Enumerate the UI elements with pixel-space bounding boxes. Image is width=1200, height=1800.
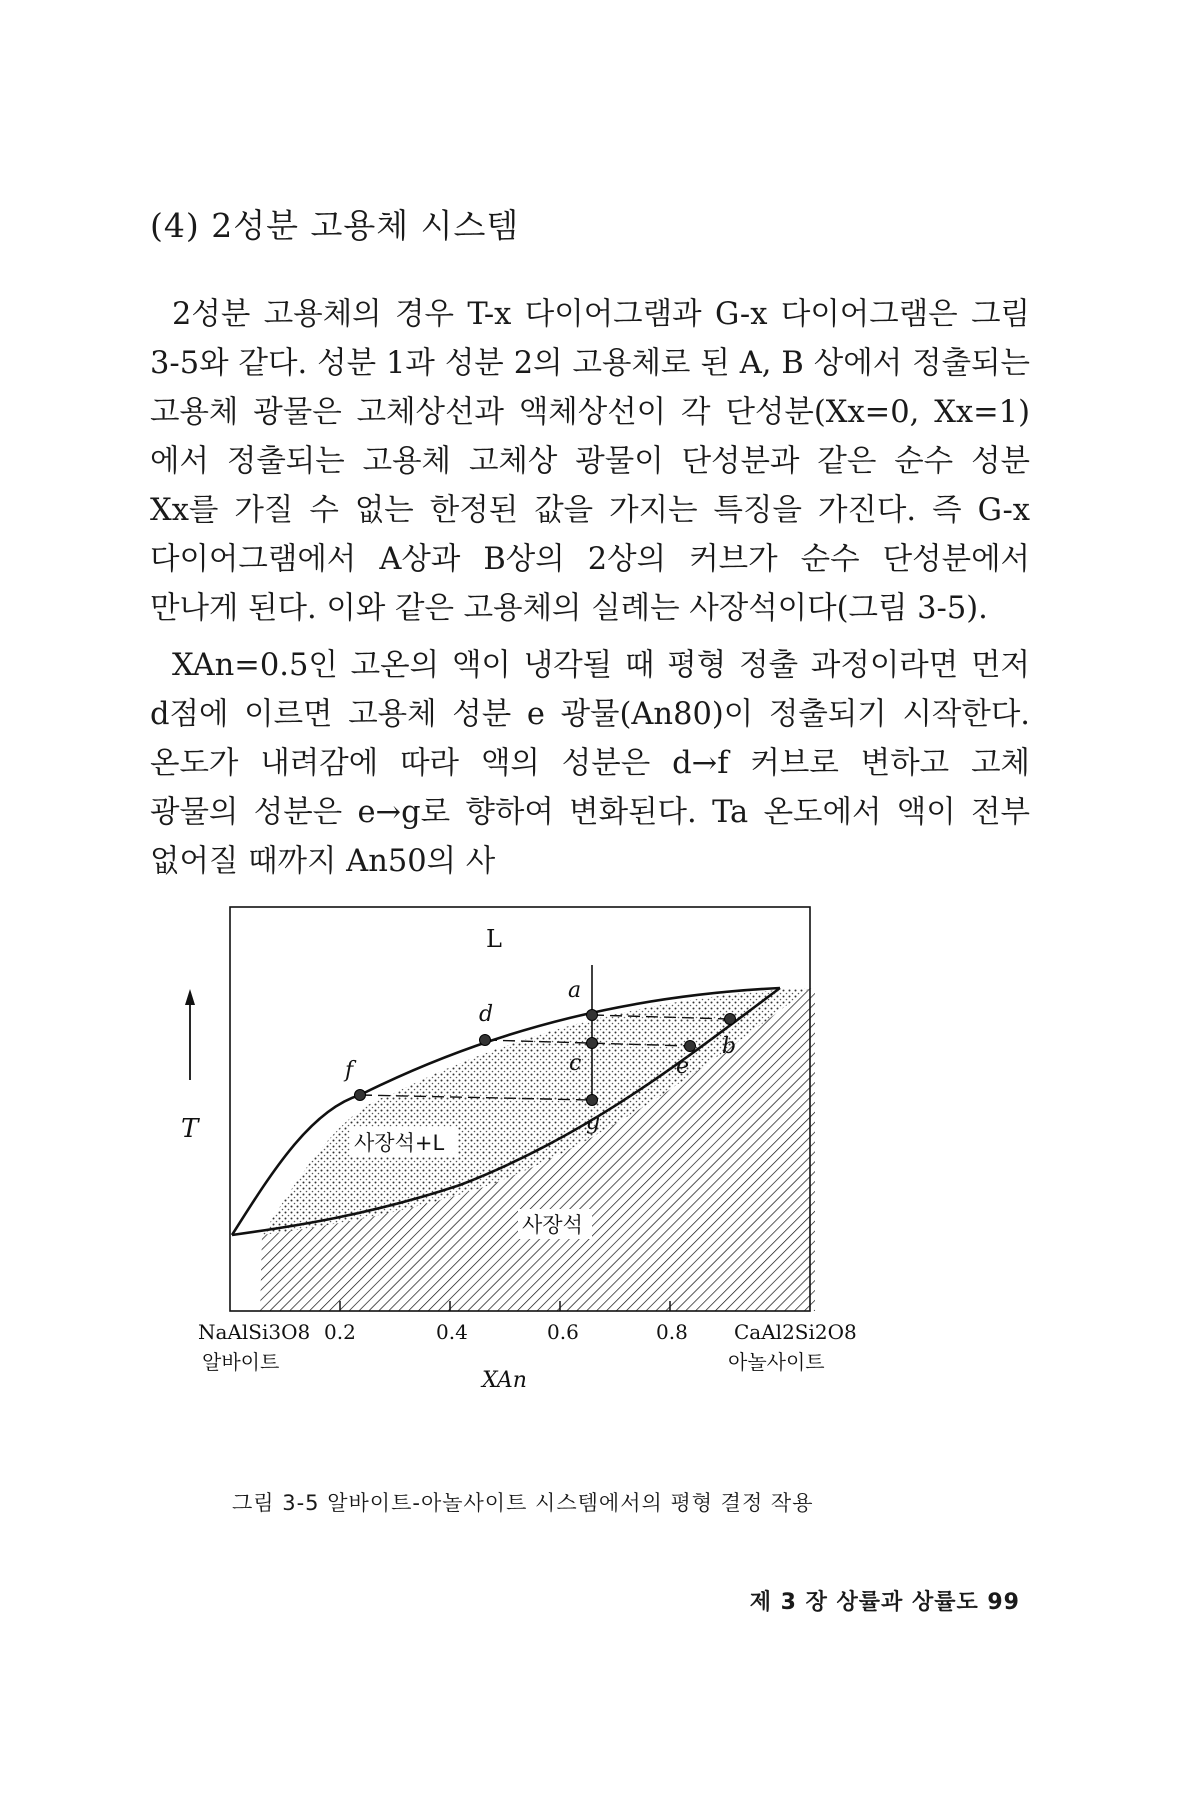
point-label-d: d: [479, 1002, 494, 1027]
point-a: [587, 1010, 598, 1021]
temperature-arrow-head-icon: [185, 989, 195, 1005]
left-endmember-name: 알바이트: [202, 1350, 280, 1374]
region-label-two-phase: 사장석+L: [354, 1131, 445, 1155]
x-tick-0-2: 0.2: [324, 1320, 356, 1344]
left-endmember-formula: NaAlSi3O8: [198, 1320, 311, 1344]
point-d: [480, 1035, 491, 1046]
paragraph-1: 2성분 고용체의 경우 T-x 다이어그램과 G-x 다이어그램은 그림 3-5와 같다. 성분 1과 성분 2의 고용체로 된 A, B 상에서 정출되는 고용체 광물은 고체상선과 액체상선이 각 단성분(Xx=0, Xx=1)에서 정출되는 고용체 고체상 광물이 단성분과 같은 순수 성분 Xx를 가질 수 없는 한정된 값을 가지는 특징을 가진다. 즉 G-x 다이어그램에서 A상과 B상의 2상의 커브가 순수 단성분에서 만나게 된다. 이와 같은 고용체의 실례는 사장석이다(그림 3-5).: [150, 297, 1030, 626]
x-axis-label: XAn: [482, 1368, 527, 1393]
point-label-b: b: [722, 1034, 737, 1059]
section-heading: (4) 2성분 고용체 시스템: [150, 206, 520, 245]
phase-diagram: [181, 905, 1000, 1465]
point-f: [355, 1090, 366, 1101]
point-label-g: g: [586, 1110, 601, 1135]
x-tick-0-8: 0.8: [656, 1320, 688, 1344]
point-g: [587, 1095, 598, 1106]
point-b: [725, 1014, 736, 1025]
point-label-f: f: [345, 1058, 354, 1083]
point-label-c: c: [569, 1051, 582, 1076]
phase-diagram-figure: [181, 905, 1000, 1465]
right-endmember-formula: CaAl2Si2O8: [734, 1320, 857, 1344]
body-text: [150, 290, 1030, 886]
point-c: [587, 1038, 598, 1049]
point-label-e: e: [676, 1054, 690, 1079]
x-tick-0-4: 0.4: [436, 1320, 468, 1344]
x-tick-0-6: 0.6: [547, 1320, 579, 1344]
region-label-solid: 사장석: [522, 1213, 583, 1237]
paragraph-2: XAn=0.5인 고온의 액이 냉각될 때 평형 정출 과정이라면 먼저 d점에 이르면 고용체 성분 e 광물(An80)이 정출되기 시작한다. 온도가 내려감에 따라 액의 성분은 d→f 커브로 변하고 고체 광물의 성분은 e→g로 향하여 변화된다. Ta 온도에서 액이 전부 없어질 때까지 An50의 사: [150, 648, 1030, 879]
y-axis-label: T: [181, 1114, 199, 1144]
figure-caption: 그림 3-5 알바이트-아놀사이트 시스템에서의 평형 결정 작용: [232, 1491, 814, 1515]
running-foot: 제 3 장 상률과 상률도 99: [749, 1590, 1020, 1615]
point-label-a: a: [568, 978, 582, 1003]
point-e: [685, 1041, 696, 1052]
right-endmember-name: 아놀사이트: [728, 1350, 825, 1374]
region-label-liquid: L: [486, 925, 502, 953]
